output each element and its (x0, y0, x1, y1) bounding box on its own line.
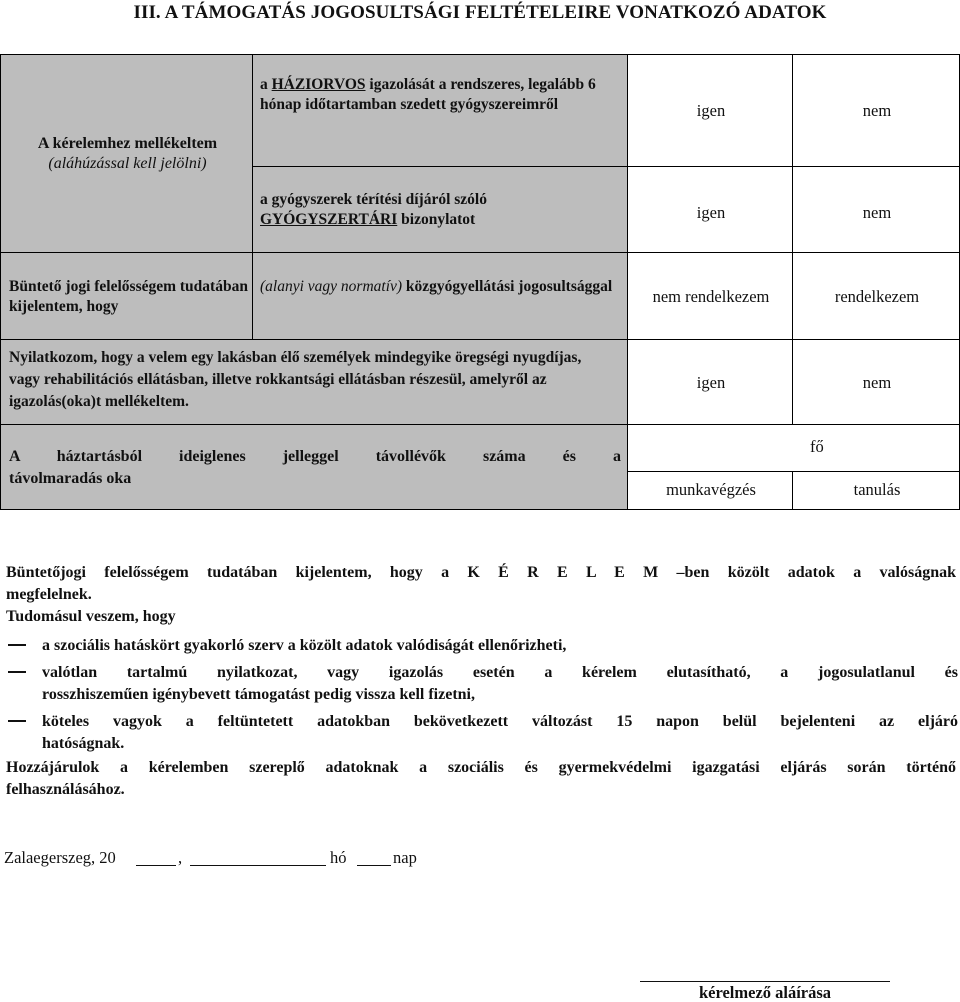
doctor-yes-option[interactable] (627, 54, 793, 167)
household-text: Nyilatkozom, hogy a velem egy lakásban élő személyek mindegyike öregségi nyugdíjas, vagy rehabilitációs ellátásban, illetve rokkantsági ellátásban részesül, amelyről az igazolás(oka)t mellékeltem. (9, 349, 582, 410)
signature-line[interactable] (640, 981, 890, 982)
absent-text-line1: A háztartásból ideiglenes jelleggel távollévők száma és a (9, 448, 621, 465)
option-not-have-label: nem rendelkezem (652, 287, 770, 306)
pharmacy-no-option[interactable] (792, 166, 960, 253)
pharmacy-yes-label: igen (696, 203, 726, 222)
doctor-no-label: nem (862, 101, 892, 120)
bullet-text: valótlan tartalmú nyilatkozat, vagy igazolás esetén a kérelem elutasítható, a jogosulatlanul és (42, 664, 958, 681)
absent-unit-label: fő (810, 437, 824, 456)
section-title: III. A TÁMOGATÁS JOGOSULTSÁGI FELTÉTELEIRE VONATKOZÓ ADATOK (133, 2, 827, 23)
attachments-label-cell (0, 54, 253, 253)
date-separator: , (178, 848, 183, 867)
doctor-emphasis: HÁZIORVOS (271, 76, 366, 93)
attachment-doctor-text: a HÁZIORVOS igazolását a rendszeres, legalább 6 hónap időtartamban szedett gyógyszereimről (260, 76, 596, 113)
acknowledgement-heading: Tudomásul veszem, hogy (6, 608, 176, 625)
pharmacy-yes-option[interactable] (627, 166, 793, 253)
household-yes-option[interactable] (627, 339, 793, 425)
household-no-option[interactable] (792, 339, 960, 425)
attachment-doctor-cell (252, 54, 628, 167)
declaration-line2: megfelelnek. (6, 586, 92, 603)
criminal-label-cell (0, 252, 253, 340)
option-not-have[interactable] (627, 252, 793, 340)
option-have-label: rendelkezem (834, 287, 920, 306)
dash-marker (8, 644, 26, 646)
bullet-text: a szociális hatáskört gyakorló szerv a közölt adatok valódiságát ellenőrizheti, (42, 637, 567, 654)
criminal-text-cell (252, 252, 628, 340)
bullet-text-cont: hatóságnak. (42, 734, 125, 752)
household-no-label: nem (862, 373, 892, 392)
reason-work-option[interactable] (627, 471, 793, 510)
attachment-pharmacy-cell (252, 166, 628, 253)
attachments-label: A kérelemhez mellékeltem (37, 135, 218, 152)
consent-line1: Hozzájárulok a kérelemben szereplő adatoknak a szociális és gyermekvédelmi igazgatási eljárás során történő (6, 759, 956, 776)
dash-marker (8, 671, 26, 673)
place-date-line (4, 847, 504, 871)
bullet-text: köteles vagyok a feltüntetett adatokban bekövetkezett változást 15 napon belül bejelenteni az eljáró (42, 713, 958, 730)
month-blank[interactable] (190, 865, 326, 866)
attachments-note: (aláhúzással kell jelölni) (48, 155, 207, 172)
absent-cell (0, 424, 628, 510)
consent-line2: felhasználásához. (6, 781, 125, 798)
declaration-line1: Büntetőjogi felelősségem tudatában kijelentem, hogy a K É R E L E M –ben közölt adatok a valóságnak (6, 564, 956, 581)
pharmacy-emphasis: GYÓGYSZERTÁRI (260, 211, 398, 228)
reason-study-label: tanulás (853, 480, 901, 499)
reason-work-label: munkavégzés (666, 480, 756, 499)
option-have[interactable] (792, 252, 960, 340)
pharmacy-no-label: nem (862, 203, 892, 222)
reason-study-option[interactable] (792, 471, 960, 510)
place-city: Zalaegerszeg, 20 (4, 848, 116, 867)
household-cell (0, 339, 628, 425)
month-label: hó (330, 848, 347, 867)
signature-label: kérelmező aláírása (698, 983, 832, 1002)
bullet-text-cont: rosszhiszeműen igénybevett támogatást pedig vissza kell fizetni, (42, 685, 475, 703)
household-yes-label: igen (696, 373, 726, 392)
day-blank[interactable] (357, 865, 391, 866)
criminal-label: Büntető jogi felelősségem tudatában kijelentem, hogy (9, 278, 248, 315)
doctor-no-option[interactable] (792, 54, 960, 167)
attachment-pharmacy-text: a gyógyszerek térítési díjáról szóló GYÓGYSZERTÁRI bizonylatot (260, 191, 487, 228)
day-label: nap (393, 848, 417, 867)
criminal-text: (alanyi vagy normatív) közgyógyellátási jogosultsággal (260, 278, 613, 295)
absent-text-line2: távolmaradás oka (9, 470, 132, 487)
year-blank[interactable] (136, 865, 176, 866)
dash-marker (8, 720, 26, 722)
absent-count-field[interactable] (627, 424, 960, 472)
doctor-yes-label: igen (696, 101, 726, 120)
